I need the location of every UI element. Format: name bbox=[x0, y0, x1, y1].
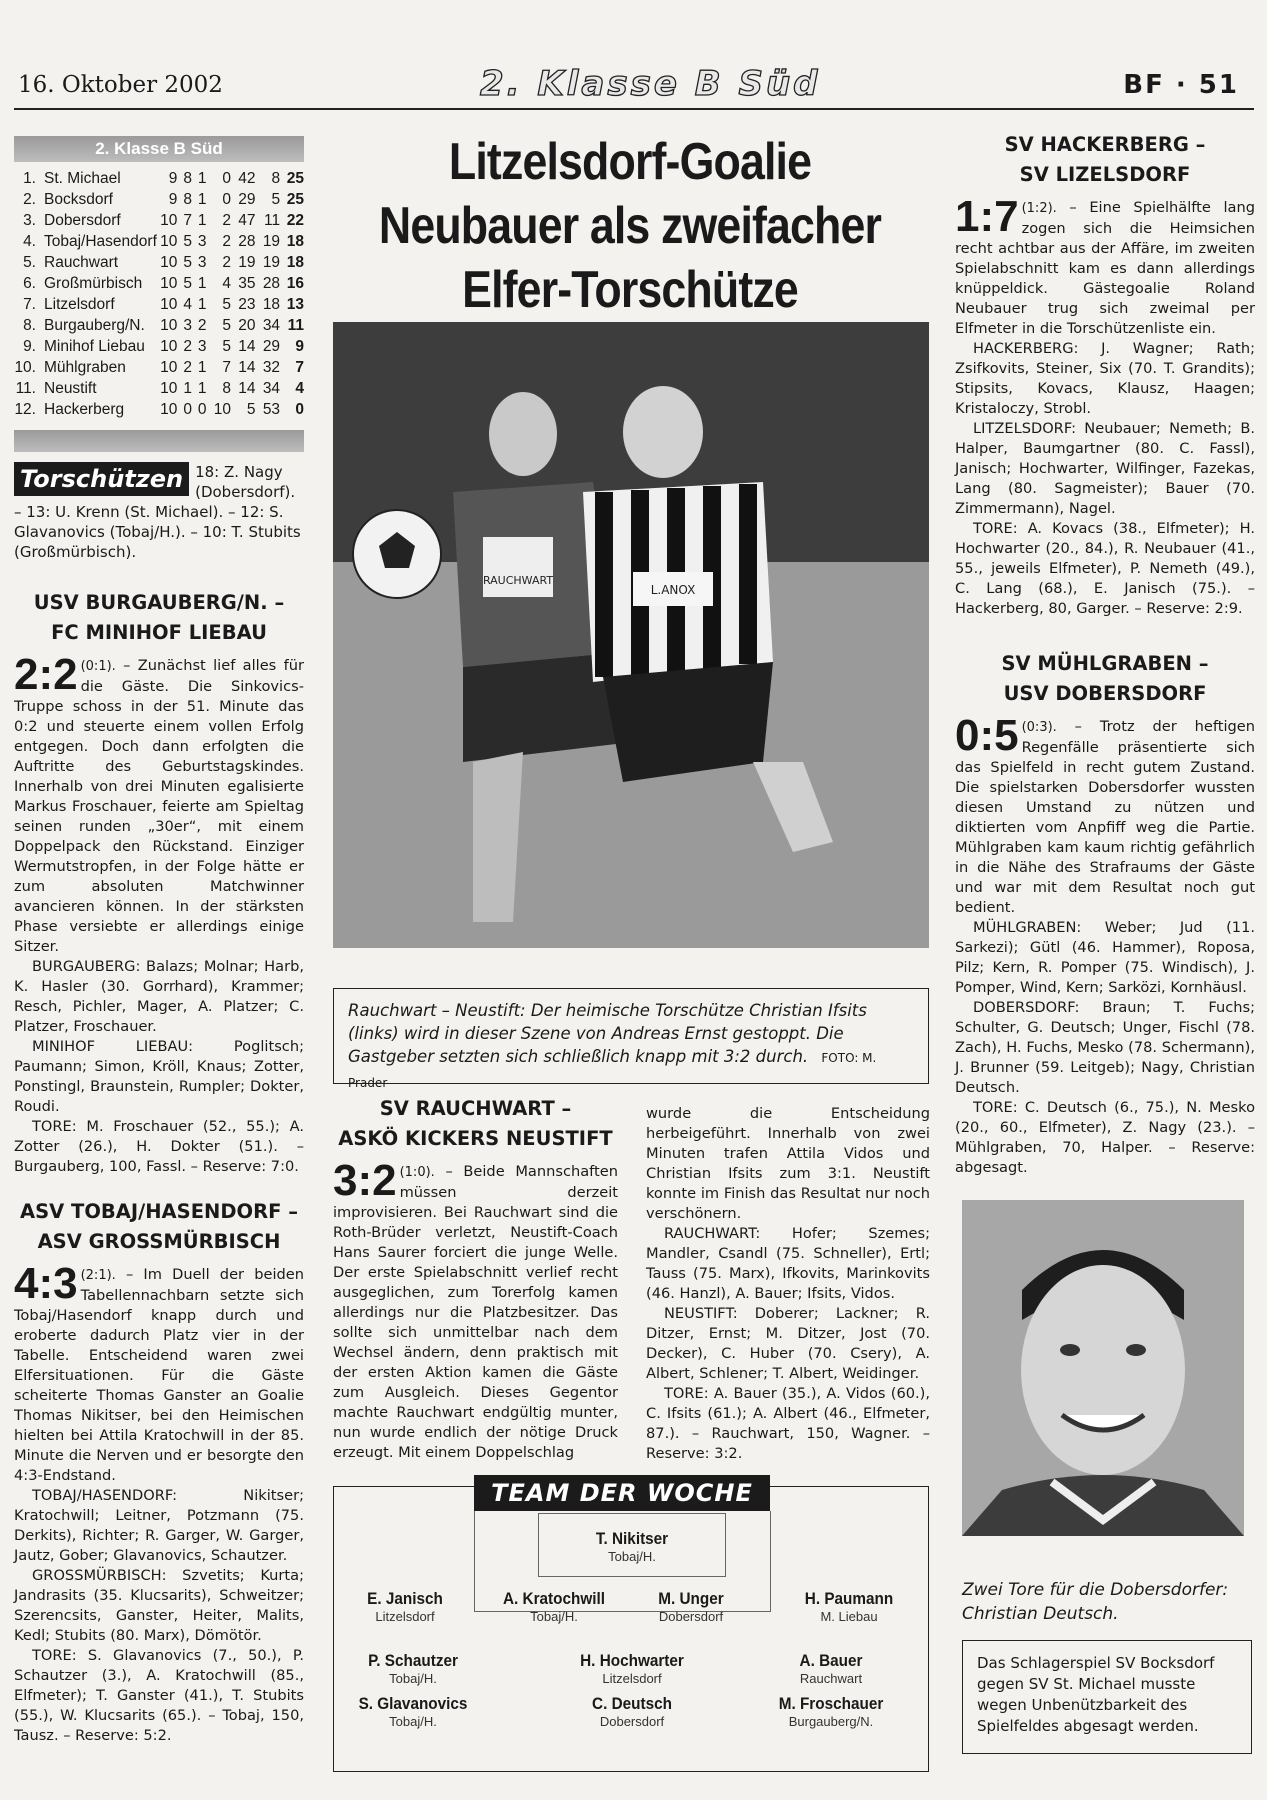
match-score: 2:2 bbox=[14, 650, 78, 699]
standings-team-name: Litzelsdorf bbox=[44, 295, 115, 313]
match-muehlgraben bbox=[955, 649, 1255, 1178]
portrait-eye-right bbox=[1126, 1344, 1146, 1356]
standings-draws: 1 bbox=[197, 358, 207, 376]
goals-line: TORE: A. Kovacs (38., Elfmeter); H. Hochwarter (20., 84.), R. Neubauer (41., 55., jeweils Elfmeter), P. Nemeth (49.), C. Lang (68.), E. Janisch (75.). – Hackerberg, 80, Garger. – Reserve: 2:9. bbox=[955, 520, 1255, 617]
top-scorers bbox=[14, 462, 304, 562]
player-name: C. Deutsch bbox=[592, 1694, 672, 1713]
standings-draws: 3 bbox=[197, 232, 207, 250]
standings-points: 25 bbox=[286, 169, 304, 187]
standings-rank: 9. bbox=[23, 337, 36, 355]
player-name: M. Unger bbox=[658, 1589, 724, 1608]
standings-goals-against: 18 bbox=[262, 295, 281, 313]
right-column bbox=[955, 130, 1255, 1178]
standings-goals-for: 20 bbox=[238, 316, 256, 334]
standings-losses: 10 bbox=[213, 400, 232, 418]
player-name: S. Glavanovics bbox=[358, 1694, 468, 1713]
standings-games: 10 bbox=[160, 211, 178, 229]
table-row bbox=[14, 273, 304, 294]
player-club: Tobaj/H. bbox=[389, 1714, 437, 1729]
standings-losses: 2 bbox=[222, 232, 232, 250]
match-rauchwart-cont bbox=[646, 1104, 930, 1464]
standings-goals-against: 53 bbox=[262, 400, 281, 418]
standings-goals-against: 32 bbox=[262, 358, 281, 376]
standings-rank: 1. bbox=[23, 169, 36, 187]
match-burgauberg bbox=[14, 588, 304, 1177]
standings-goals-for: 28 bbox=[238, 232, 256, 250]
standings-wins: 5 bbox=[183, 232, 192, 250]
standings-title: 2. Klasse B Süd bbox=[14, 136, 304, 162]
player-club: Rauchwart bbox=[799, 1671, 863, 1686]
standings-goals-against: 28 bbox=[262, 274, 281, 292]
match-title bbox=[955, 130, 1255, 190]
standings-games: 10 bbox=[160, 337, 178, 355]
table-row bbox=[14, 231, 304, 252]
standings-rank: 6. bbox=[23, 274, 36, 292]
match-title bbox=[333, 1094, 618, 1154]
player-club: Dobersdorf bbox=[599, 1714, 665, 1729]
standings-footer-bar bbox=[14, 430, 304, 452]
standings-wins: 5 bbox=[183, 274, 192, 292]
match-report bbox=[955, 192, 1255, 339]
team-of-the-week bbox=[333, 1479, 929, 1772]
left-column bbox=[14, 136, 304, 1746]
standings-points: 25 bbox=[286, 190, 304, 208]
player-club: M. Liebau bbox=[820, 1609, 878, 1624]
portrait-caption: Zwei Tore für die Dobersdorfer: Christian Deutsch. bbox=[962, 1580, 1229, 1624]
standings-team-name: Minihof Liebau bbox=[44, 337, 145, 355]
half-time-score: (0:1). bbox=[80, 659, 116, 674]
standings-wins: 7 bbox=[183, 211, 192, 229]
match-title-away: USV DOBERSDORF bbox=[1003, 682, 1207, 705]
section-title: 2. Klasse B Süd bbox=[480, 64, 821, 104]
portrait-eye-left bbox=[1060, 1344, 1080, 1356]
standings-games: 9 bbox=[168, 169, 178, 187]
standings-losses: 8 bbox=[222, 379, 232, 397]
standings-wins: 3 bbox=[183, 316, 192, 334]
standings-rank: 8. bbox=[23, 316, 36, 334]
player-card bbox=[338, 1651, 488, 1687]
standings-points: 7 bbox=[295, 358, 304, 376]
match-title-away: FC MINIHOF LIEBAU bbox=[51, 621, 267, 644]
standings-wins: 2 bbox=[183, 358, 192, 376]
match-report bbox=[955, 711, 1255, 918]
lineup-home: MÜHLGRABEN: Weber; Jud (11. Sarkezi); Gütl (46. Hammer), Roposa, Pilz; Kern, R. Pomper (75. Windisch), J. Pomper, Wind, Kern; Sarközi, Kornhäusl. bbox=[955, 919, 1255, 996]
player-card bbox=[557, 1529, 707, 1565]
match-title-home: SV RAUCHWART – bbox=[379, 1097, 572, 1120]
player-name: M. Froschauer bbox=[778, 1694, 884, 1713]
standings-points: 11 bbox=[287, 316, 304, 334]
standings-wins: 4 bbox=[183, 295, 192, 313]
match-photo bbox=[333, 322, 929, 948]
player-name: H. Paumann bbox=[804, 1589, 894, 1608]
page-number: BF · 51 bbox=[1123, 70, 1239, 100]
player-right-shorts bbox=[603, 662, 773, 782]
standings-goals-for: 14 bbox=[238, 379, 256, 397]
half-time-score: (1:2). bbox=[1021, 201, 1057, 216]
player-club: Tobaj/H. bbox=[530, 1609, 578, 1624]
standings-wins: 1 bbox=[183, 379, 192, 397]
player-left-logo bbox=[483, 537, 553, 597]
table-row bbox=[14, 315, 304, 336]
standings-goals-against: 5 bbox=[271, 190, 281, 208]
player-name: H. Hochwarter bbox=[580, 1651, 684, 1670]
photo-caption: Rauchwart – Neustift: Der heimische Torschütze Christian Ifsits (links) wird in dieser Szene von Andreas Ernst gestoppt. Die Gastgeber setzten sich schließlich knapp mit 3:2 durch. bbox=[348, 1001, 867, 1066]
report-text: – Eine Spielhälfte lang zogen sich die Heimsichen recht achtbar aus der Affäre, im zweiten Spielabschnitt kam es dann allerdings knüppeldick. Gästegoalie Roland Neubauer trug sich zweimal per Elfmeter in die Torschützenliste ein. bbox=[955, 199, 1255, 337]
lineup-away: MINIHOF LIEBAU: Poglitsch; Paumann; Simon, Kröll, Knaus; Zotter, Ponstingl, Braunstein, Rumpler; Dokter, Roudi. bbox=[14, 1038, 304, 1115]
standings-draws: 1 bbox=[197, 379, 207, 397]
jersey-text-right: L.ANOX bbox=[650, 583, 696, 597]
standings-games: 10 bbox=[160, 274, 178, 292]
standings-goals-against: 19 bbox=[262, 253, 281, 271]
report-text: – Beide Mannschaften müssen derzeit improvisieren. Bei Rauchwart sind die Roth-Brüder verletzt, Neustift-Coach Hans Saurer forciert die junge Welle. Der erste Spielabschnitt verlief recht ausgeglichen, zum Torerfolg kamen allerdings nur die Platzbesitzer. Das sollte sich unmittelbar nach dem Wechsel ändern, denn praktisch mit der ersten Aktion kamen die Gäste zum Ausgleich. Dieses Gegentor machte Rauchwart endgültig munter, nun wurde endlich der nötige Druck erzeugt. Mit einem Doppelschlag bbox=[333, 1163, 618, 1461]
standings-goals-for: 29 bbox=[238, 190, 256, 208]
table-row bbox=[14, 168, 304, 189]
player-club: Dobersdorf bbox=[658, 1609, 724, 1624]
match-score: 1:7 bbox=[955, 192, 1019, 241]
standings-draws: 0 bbox=[197, 400, 207, 418]
standings-rank: 12. bbox=[14, 400, 36, 418]
standings-team-name: Burgauberg/N. bbox=[44, 316, 145, 334]
standings-draws: 3 bbox=[197, 253, 207, 271]
player-card bbox=[479, 1589, 629, 1625]
table-row bbox=[14, 336, 304, 357]
player-left-head bbox=[489, 392, 557, 476]
standings-goals-for: 19 bbox=[238, 253, 256, 271]
match-score: 0:5 bbox=[955, 711, 1019, 760]
player-name: A. Kratochwill bbox=[502, 1589, 606, 1608]
standings-draws: 3 bbox=[197, 337, 207, 355]
standings-wins: 0 bbox=[183, 400, 192, 418]
standings-team-name: Tobaj/Hasendorf bbox=[44, 232, 157, 250]
table-row bbox=[14, 210, 304, 231]
standings-rank: 5. bbox=[23, 253, 36, 271]
standings-losses: 7 bbox=[222, 358, 232, 376]
standings-wins: 8 bbox=[183, 190, 192, 208]
match-score: 3:2 bbox=[333, 1156, 397, 1205]
standings-goals-against: 34 bbox=[262, 316, 281, 334]
standings-games: 10 bbox=[160, 379, 178, 397]
headline: Litzelsdorf-Goalie Neubauer als zweifacher Elfer-Torschütze bbox=[378, 133, 882, 319]
standings-draws: 1 bbox=[197, 169, 207, 187]
standings-team-name: Rauchwart bbox=[44, 253, 119, 271]
standings-draws: 1 bbox=[197, 295, 207, 313]
player-card bbox=[557, 1651, 707, 1687]
standings-wins: 8 bbox=[183, 169, 192, 187]
standings-goals-for: 47 bbox=[238, 211, 256, 229]
standings-games: 9 bbox=[168, 190, 178, 208]
goals-line: TORE: A. Bauer (35.), A. Vidos (60.), C. Ifsits (61.); A. Albert (46., Elfmeter, 87.). – Rauchwart, 150, Wagner. – Reserve: 3:2. bbox=[646, 1385, 930, 1462]
match-report bbox=[14, 650, 304, 957]
standings-goals-for: 14 bbox=[238, 337, 256, 355]
standings-points: 18 bbox=[286, 253, 304, 271]
player-name: P. Schautzer bbox=[368, 1651, 458, 1670]
match-title-home: ASV TOBAJ/HASENDORF – bbox=[20, 1200, 298, 1223]
portrait-illustration bbox=[962, 1200, 1244, 1536]
match-title-away: ASKÖ KICKERS NEUSTIFT bbox=[338, 1127, 613, 1150]
player-card bbox=[330, 1589, 480, 1625]
photo-caption-box bbox=[333, 988, 929, 1090]
standings-draws: 2 bbox=[197, 316, 207, 334]
standings-rank: 4. bbox=[23, 232, 36, 250]
lineup-away: GROSSMÜRBISCH: Szvetits; Kurta; Jandrasits (35. Klucsarits), Schweitzer; Szerencsits, Ganster, Heiter, Malits, Kedl; Stubits (80. Marx), Dömötör. bbox=[14, 1567, 304, 1644]
goals-line: TORE: M. Froschauer (52., 55.); A. Zotter (26.), H. Dokter (51.). – Burgauberg, 100, Fassl. – Reserve: 7:0. bbox=[14, 1118, 304, 1175]
lineup-home: RAUCHWART: Hofer; Szemes; Mandler, Csandl (75. Schneller), Ertl; Tauss (75. Marx), Ifkovits, Marinkovits (46. Hanzl), A. Bauer; Ifsits, Vidos. bbox=[646, 1225, 930, 1302]
player-card bbox=[616, 1589, 766, 1625]
table-row bbox=[14, 189, 304, 210]
standings-wins: 2 bbox=[183, 337, 192, 355]
standings-team-name: Dobersdorf bbox=[44, 211, 121, 229]
standings-wins: 5 bbox=[183, 253, 192, 271]
standings-rank: 2. bbox=[23, 190, 36, 208]
lineup-away: NEUSTIFT: Doberer; Lackner; R. Ditzer, Ernst; M. Ditzer, Jost (70. Decker), C. Huber (70. Csery), A. Albert, Schlener; T. Albert, Weidinger. bbox=[646, 1305, 930, 1382]
standings-losses: 5 bbox=[222, 337, 232, 355]
player-card bbox=[774, 1589, 924, 1625]
table-row bbox=[14, 252, 304, 273]
standings-losses: 2 bbox=[222, 211, 232, 229]
player-club: Litzelsdorf bbox=[602, 1671, 662, 1686]
match-title bbox=[955, 649, 1255, 709]
standings-goals-against: 11 bbox=[263, 211, 281, 229]
match-title bbox=[14, 588, 304, 648]
match-title-away: SV LIZELSDORF bbox=[1019, 163, 1191, 186]
portrait-face bbox=[1021, 1265, 1185, 1475]
standings-goals-against: 34 bbox=[262, 379, 281, 397]
player-club: Burgauberg/N. bbox=[788, 1714, 874, 1729]
issue-date: 16. Oktober 2002 bbox=[18, 72, 223, 98]
player-card bbox=[756, 1694, 906, 1730]
match-rauchwart bbox=[333, 1094, 618, 1463]
goals-line: TORE: C. Deutsch (6., 75.), N. Mesko (20., 60., Elfmeter), Z. Nagy (23.). – Mühlgraben, 70, Halper. – Reserve: abgesagt. bbox=[955, 1099, 1255, 1176]
standings-team-name: Hackerberg bbox=[44, 400, 125, 418]
standings-goals-for: 14 bbox=[238, 358, 256, 376]
lineup-home: TOBAJ/HASENDORF: Nikitser; Kratochwill; Leitner, Potzmann (75. Derkits), Richter; R. Garger, W. Garger, Jautz, Gober; Glavanovics, Schautzer. bbox=[14, 1487, 304, 1564]
player-club: Litzelsdorf bbox=[375, 1609, 435, 1624]
standings-games: 10 bbox=[160, 316, 178, 334]
report-text: – Zunächst lief alles für die Gäste. Die Sinkovics-Truppe schoss in der 51. Minute das 0:2 und steuerte einem vollen Erfolg entgegen. Doch dann erfolgten die Auftritte des Geburtstagskindes. Innerhalb von drei Minuten egalisierte Markus Froschauer, feierte am Spieltag seinen runden „30er“, mit einem Doppelpack den Rückstand. Einziger Wermutstropfen, in der Folge hätte er zum absoluten Matchwinner avancieren können. In der stärksten Phase versiebte er allerdings einige Sitzer. bbox=[14, 657, 304, 955]
table-row bbox=[14, 357, 304, 378]
standings-games: 10 bbox=[160, 358, 178, 376]
lineup-home: BURGAUBERG: Balazs; Molnar; Harb, K. Hasler (30. Gorrhard), Krammer; Resch, Pichler, Mager, A. Platzer; C. Platzer, Froschauer. bbox=[14, 958, 304, 1035]
standings-games: 10 bbox=[160, 253, 178, 271]
player-club: Tobaj/H. bbox=[608, 1549, 656, 1564]
standings-draws: 1 bbox=[197, 211, 207, 229]
match-title-away: ASV GROSSMÜRBISCH bbox=[37, 1230, 281, 1253]
match-title-home: USV BURGAUBERG/N. – bbox=[33, 591, 285, 614]
report-text-cont: wurde die Entscheidung herbeigeführt. Innerhalb von zwei Minuten trafen Attila Vidos und Christian Ifsits zum 3:1. Neustift konnte im Finish das Resultat nur noch verschönern. bbox=[646, 1105, 930, 1222]
match-report bbox=[333, 1156, 618, 1463]
player-name: A. Bauer bbox=[799, 1651, 863, 1670]
standings-losses: 0 bbox=[222, 190, 232, 208]
standings-team-name: Mühlgraben bbox=[44, 358, 126, 376]
standings-table bbox=[14, 168, 304, 420]
goals-line: TORE: S. Glavanovics (7., 50.), P. Schautzer (3.), A. Kratochwill (85., Elfmeter); T. Ganster (41.), T. Stubits (55.), W. Klucsarits (65.). – Tobaj, 150, Tausz. – Reserve: 5:2. bbox=[14, 1647, 304, 1744]
jersey-text-left: RAUCHWART bbox=[482, 574, 554, 587]
standings-goals-for: 23 bbox=[238, 295, 256, 313]
report-text: – Trotz der heftigen Regenfälle präsentierte sich das Spielfeld in recht gutem Zustand. Die spielstarken Dobersdorfer wussten diesen Umstand zu nützen und diktierten vom Anpfiff weg die Partie. Mühlgraben kam kaum richtig gefährlich in die Nähe des Strafraums der Gäste und war mit dem Resultat noch gut bedient. bbox=[955, 718, 1255, 916]
top-scorers-text: 18: Z. Nagy (Dobersdorf). – 13: U. Krenn (St. Michael). – 12: S. Glavanovics (Tobaj/H.). – 10: T. Stubits (Großmürbisch). bbox=[14, 463, 301, 561]
lineup-away: DOBERSDORF: Braun; T. Fuchs; Schulter, G. Deutsch; Unger, Fischl (78. Zach), H. Fuchs, Mesko (78. Schermann), J. Brunner (59. Leitgeb); Nagy, Christian Deutsch. bbox=[955, 999, 1255, 1096]
standings-goals-against: 8 bbox=[271, 169, 281, 187]
standings-games: 10 bbox=[160, 400, 178, 418]
standings-rank: 11. bbox=[15, 379, 36, 397]
standings-losses: 4 bbox=[222, 274, 232, 292]
top-scorers-label: Torschützen bbox=[14, 462, 189, 496]
standings-games: 10 bbox=[160, 295, 178, 313]
standings-points: 13 bbox=[286, 295, 304, 313]
match-hackerberg bbox=[955, 130, 1255, 619]
player-name: T. Nikitser bbox=[595, 1529, 669, 1548]
player-card bbox=[557, 1694, 707, 1730]
standings-points: 0 bbox=[295, 400, 304, 418]
lineup-home: HACKERBERG: J. Wagner; Rath; Zsifkovits, Steiner, Six (70. T. Grandits); Stipsits, Kovacs, Klausz, Haagen; Kristaloczy, Strobl. bbox=[955, 340, 1255, 417]
report-text: – Im Duell der beiden Tabellennachbarn setzte sich Tobaj/Hasendorf knapp durch und eroberte dadurch Platz vier in der Tabelle. Entscheidend waren zwei Elfersituationen. Für die Gäste scheiterte Thomas Ganster an Goalie Thomas Nikitser, bei den Heimischen hielten bei Attila Kratochwill in der 85. Minute die Nerven und er besorgte den 4:3-Endstand. bbox=[14, 1266, 304, 1484]
standings-rank: 7. bbox=[23, 295, 36, 313]
standings-goals-against: 29 bbox=[262, 337, 281, 355]
team-of-the-week-title: TEAM DER WOCHE bbox=[474, 1475, 770, 1511]
header-rule bbox=[14, 108, 1254, 110]
note-text: Das Schlagerspiel SV Bocksdorf gegen SV St. Michael musste wegen Unbenützbarkeit des Spielfeldes abgesagt werden. bbox=[977, 1654, 1215, 1735]
standings-points: 16 bbox=[286, 274, 304, 292]
player-card bbox=[338, 1694, 488, 1730]
standings-draws: 1 bbox=[197, 190, 207, 208]
match-title-home: SV HACKERBERG – bbox=[1004, 133, 1206, 156]
photo-credit: FOTO: M. Prader bbox=[348, 1051, 877, 1090]
lineup-away: LITZELSDORF: Neubauer; Nemeth; B. Halper, Baumgartner (80. C. Fassl), Janisch; Hochwarter, Wilfinger, Fazekas, Lang (80. Sagmeister); Bauer (70. Zimmermann), Nagel. bbox=[955, 420, 1255, 517]
player-club: Tobaj/H. bbox=[389, 1671, 437, 1686]
standings-goals-for: 35 bbox=[238, 274, 256, 292]
match-tobaj bbox=[14, 1197, 304, 1746]
match-score: 4:3 bbox=[14, 1259, 78, 1308]
half-time-score: (2:1). bbox=[80, 1268, 116, 1283]
box-line-right bbox=[770, 1511, 771, 1611]
player-right-head bbox=[623, 386, 703, 478]
table-row bbox=[14, 294, 304, 315]
player-name: E. Janisch bbox=[367, 1589, 443, 1608]
match-photo-illustration bbox=[333, 322, 929, 948]
standings-goals-for: 5 bbox=[246, 400, 256, 418]
standings-points: 18 bbox=[286, 232, 304, 250]
standings-rank: 10. bbox=[14, 358, 36, 376]
standings-team-name: Bocksdorf bbox=[44, 190, 113, 208]
standings-games: 10 bbox=[160, 232, 178, 250]
standings-losses: 0 bbox=[222, 169, 232, 187]
standings-team-name: Großmürbisch bbox=[44, 274, 143, 292]
match-title bbox=[14, 1197, 304, 1257]
standings-team-name: Neustift bbox=[44, 379, 97, 397]
standings-points: 4 bbox=[295, 379, 304, 397]
table-row bbox=[14, 378, 304, 399]
standings-draws: 1 bbox=[197, 274, 207, 292]
standings-rank: 3. bbox=[23, 211, 36, 229]
cancelled-match-note bbox=[962, 1640, 1252, 1754]
standings-goals-for: 42 bbox=[238, 169, 256, 187]
match-title-home: SV MÜHLGRABEN – bbox=[1001, 652, 1209, 675]
standings-losses: 5 bbox=[222, 295, 232, 313]
half-time-score: (1:0). bbox=[399, 1165, 435, 1180]
standings-goals-against: 19 bbox=[262, 232, 281, 250]
match-report bbox=[14, 1259, 304, 1486]
half-time-score: (0:3). bbox=[1021, 720, 1057, 735]
player-card bbox=[756, 1651, 906, 1687]
table-row bbox=[14, 399, 304, 420]
standings-points: 9 bbox=[295, 337, 304, 355]
standings-losses: 5 bbox=[222, 316, 232, 334]
standings-points: 22 bbox=[286, 211, 304, 229]
portrait-photo bbox=[962, 1200, 1244, 1536]
standings-team-name: St. Michael bbox=[44, 169, 121, 187]
standings-losses: 2 bbox=[222, 253, 232, 271]
